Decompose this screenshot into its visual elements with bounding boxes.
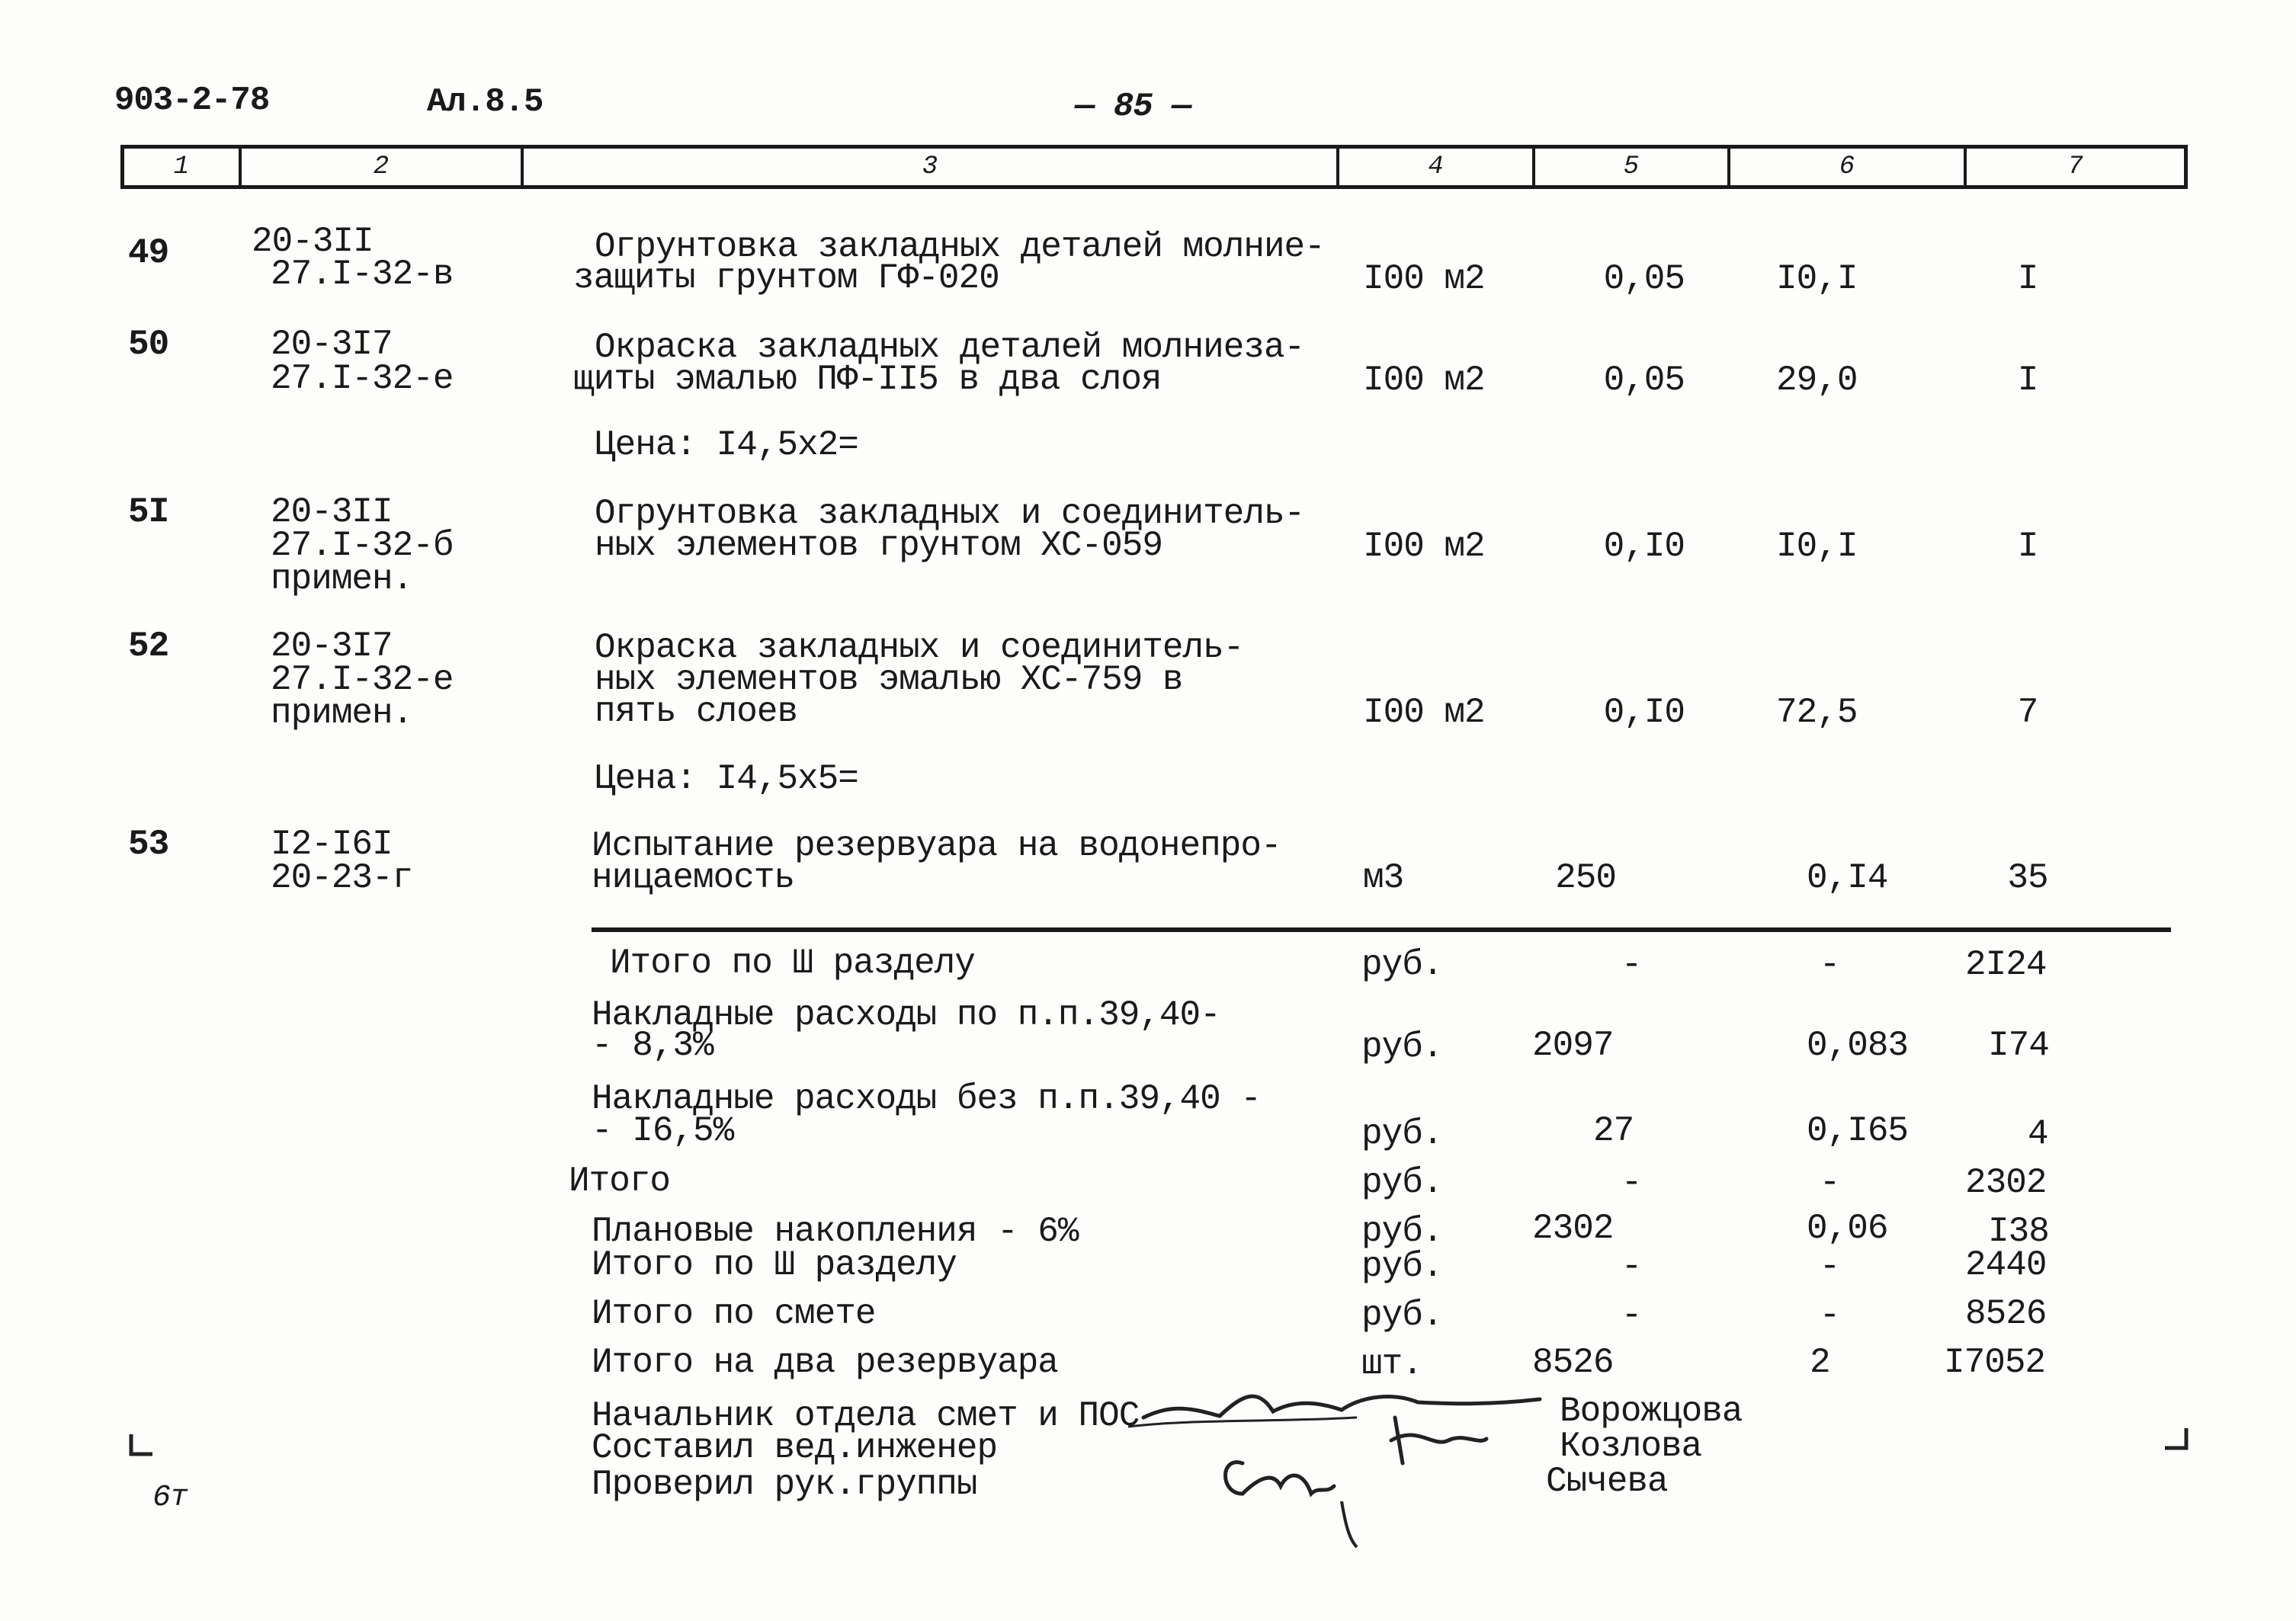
row-description: Окраска закладных деталей молниеза- bbox=[595, 328, 1305, 367]
summary-total: 2I24 bbox=[1965, 945, 2047, 985]
row-description: пять слоев bbox=[595, 692, 798, 732]
signature-name: Ворожцова bbox=[1560, 1392, 1743, 1431]
summary-unit: руб. bbox=[1361, 1212, 1443, 1251]
summary-base: - bbox=[1621, 1163, 1642, 1203]
row-code: 20-23-г bbox=[271, 858, 413, 898]
summary-base: 8526 bbox=[1532, 1343, 1614, 1382]
row-price: I0,I bbox=[1776, 259, 1858, 299]
row-code: 27.I-32-в bbox=[271, 255, 454, 294]
row-total: 35 bbox=[2007, 858, 2048, 898]
price-note: Цена: I4,5x5= bbox=[595, 759, 858, 799]
summary-label: Итого bbox=[569, 1161, 671, 1201]
row-code: 27.I-32-е bbox=[271, 359, 454, 399]
summary-total: 8526 bbox=[1965, 1294, 2047, 1334]
row-quantity: 250 bbox=[1555, 858, 1616, 898]
summary-divider bbox=[592, 927, 2171, 932]
page-number: — 85 — bbox=[1075, 88, 1191, 126]
document-number: 903-2-78 bbox=[114, 82, 270, 120]
row-quantity: 0,I0 bbox=[1603, 693, 1685, 732]
column-number-header bbox=[120, 145, 2188, 189]
summary-total: 2440 bbox=[1965, 1245, 2047, 1285]
column-number: 4 bbox=[1428, 152, 1444, 181]
signature-scribble bbox=[1391, 1418, 1486, 1463]
column-number: 2 bbox=[373, 152, 390, 181]
summary-rate: - bbox=[1819, 1247, 1840, 1286]
summary-rate: - bbox=[1819, 945, 1840, 985]
row-total: I bbox=[2017, 527, 2038, 566]
summary-rate: - bbox=[1819, 1163, 1840, 1203]
sheet-label: Ал.8.5 bbox=[427, 83, 544, 121]
summary-unit: руб. bbox=[1361, 1296, 1443, 1335]
summary-base: 2097 bbox=[1532, 1026, 1614, 1065]
summary-unit: шт. bbox=[1361, 1344, 1422, 1384]
row-unit: I00 м2 bbox=[1363, 360, 1485, 400]
column-number: 3 bbox=[922, 152, 938, 181]
summary-rate: - bbox=[1819, 1296, 1840, 1335]
row-number: 50 bbox=[128, 325, 169, 364]
summary-label: Накладные расходы по п.п.39,40- bbox=[592, 995, 1220, 1035]
row-price: I0,I bbox=[1776, 527, 1858, 566]
row-code: 20-3II bbox=[252, 222, 374, 261]
signature-name: Сычева bbox=[1546, 1462, 1668, 1501]
summary-label: - 8,3% bbox=[592, 1026, 713, 1065]
summary-total: I7052 bbox=[1944, 1343, 2046, 1382]
signature-role: Проверил рук.группы bbox=[592, 1465, 977, 1504]
row-description: Окраска закладных и соединитель- bbox=[595, 628, 1244, 668]
row-description: защиты грунтом ГФ-020 bbox=[573, 258, 999, 298]
summary-base: 27 bbox=[1593, 1111, 1634, 1151]
row-quantity: 0,I0 bbox=[1603, 527, 1685, 566]
column-number: 7 bbox=[2067, 152, 2083, 181]
row-quantity: 0,05 bbox=[1603, 360, 1685, 400]
signature-role: Составил вед.инженер bbox=[592, 1428, 998, 1468]
handwritten-signatures bbox=[1128, 1372, 1555, 1570]
margin-mark: 6т bbox=[152, 1481, 188, 1515]
summary-unit: руб. bbox=[1361, 945, 1443, 985]
summary-base: 2302 bbox=[1532, 1209, 1614, 1248]
summary-rate: 0,I65 bbox=[1807, 1111, 1909, 1151]
row-quantity: 0,05 bbox=[1603, 259, 1685, 299]
row-price: 72,5 bbox=[1776, 693, 1858, 732]
row-price: 29,0 bbox=[1776, 360, 1858, 400]
summary-base: - bbox=[1621, 945, 1642, 985]
row-number: 5I bbox=[128, 492, 169, 532]
row-code: 20-3I7 bbox=[271, 325, 393, 364]
summary-total: I74 bbox=[1988, 1026, 2049, 1065]
row-description: щиты эмалью ПФ-II5 в два слоя bbox=[573, 360, 1162, 399]
summary-label: Итого по смете bbox=[592, 1294, 876, 1334]
row-number: 53 bbox=[128, 825, 169, 864]
summary-label: Накладные расходы без п.п.39,40 - bbox=[592, 1079, 1261, 1119]
row-unit: I00 м2 bbox=[1363, 259, 1485, 299]
summary-rate: 0,06 bbox=[1807, 1209, 1888, 1248]
row-number: 52 bbox=[128, 626, 169, 666]
row-code: 20-3I7 bbox=[271, 626, 393, 666]
row-description: ных элементов эмалью ХС-759 в bbox=[595, 660, 1183, 700]
column-number: 1 bbox=[173, 152, 190, 181]
row-price: 0,I4 bbox=[1807, 858, 1888, 898]
summary-total: I38 bbox=[1988, 1212, 2049, 1251]
column-number: 5 bbox=[1623, 152, 1640, 181]
signature-scribble bbox=[1342, 1501, 1357, 1547]
signature-scribble bbox=[1226, 1462, 1335, 1494]
summary-total: 2302 bbox=[1965, 1163, 2047, 1203]
summary-label: - I6,5% bbox=[592, 1111, 734, 1151]
summary-label: Плановые накопления - 6% bbox=[592, 1212, 1079, 1251]
row-code: 27.I-32-б bbox=[271, 526, 454, 565]
summary-label: Итого по Ш разделу bbox=[592, 1245, 957, 1285]
summary-label: Итого на два резервуара bbox=[592, 1343, 1058, 1382]
row-total: I bbox=[2017, 259, 2038, 299]
price-note: Цена: I4,5x2= bbox=[595, 425, 858, 465]
summary-total: 4 bbox=[2028, 1114, 2048, 1154]
row-code: I2-I6I bbox=[271, 825, 393, 864]
signature-role: Начальник отдела смет и ПОС bbox=[592, 1396, 1140, 1436]
row-code: примен. bbox=[271, 694, 413, 733]
row-number: 49 bbox=[128, 233, 169, 273]
summary-label: Итого по Ш разделу bbox=[610, 943, 975, 983]
row-code: 27.I-32-е bbox=[271, 660, 454, 700]
summary-unit: руб. bbox=[1361, 1163, 1443, 1203]
signature-scribble bbox=[1143, 1396, 1540, 1418]
row-unit: I00 м2 bbox=[1363, 527, 1485, 566]
column-number: 6 bbox=[1839, 152, 1855, 181]
summary-unit: руб. bbox=[1361, 1027, 1443, 1067]
row-total: 7 bbox=[2017, 693, 2038, 732]
summary-rate: 0,083 bbox=[1807, 1026, 1909, 1065]
signature-scribble bbox=[1128, 1418, 1357, 1427]
row-code: 20-3II bbox=[271, 492, 393, 532]
row-description: ных элементов грунтом ХС-059 bbox=[595, 526, 1162, 565]
row-description: Огрунтовка закладных и соединитель- bbox=[595, 494, 1305, 533]
row-description: Испытание резервуара на водонепро- bbox=[592, 826, 1281, 866]
row-description: ницаемость bbox=[592, 858, 795, 898]
summary-rate: 2 bbox=[1810, 1343, 1830, 1382]
summary-unit: руб. bbox=[1361, 1247, 1443, 1286]
row-total: I bbox=[2017, 360, 2038, 400]
row-unit: м3 bbox=[1363, 858, 1404, 898]
signature-name: Козлова bbox=[1560, 1427, 1702, 1466]
row-code: примен. bbox=[271, 559, 413, 599]
row-description: Огрунтовка закладных деталей молние- bbox=[595, 227, 1325, 267]
summary-unit: руб. bbox=[1361, 1114, 1443, 1154]
row-unit: I00 м2 bbox=[1363, 693, 1485, 732]
corner-mark-icon bbox=[127, 1431, 157, 1462]
summary-base: - bbox=[1621, 1296, 1642, 1335]
corner-mark-icon bbox=[2160, 1425, 2191, 1456]
summary-base: - bbox=[1621, 1247, 1642, 1286]
